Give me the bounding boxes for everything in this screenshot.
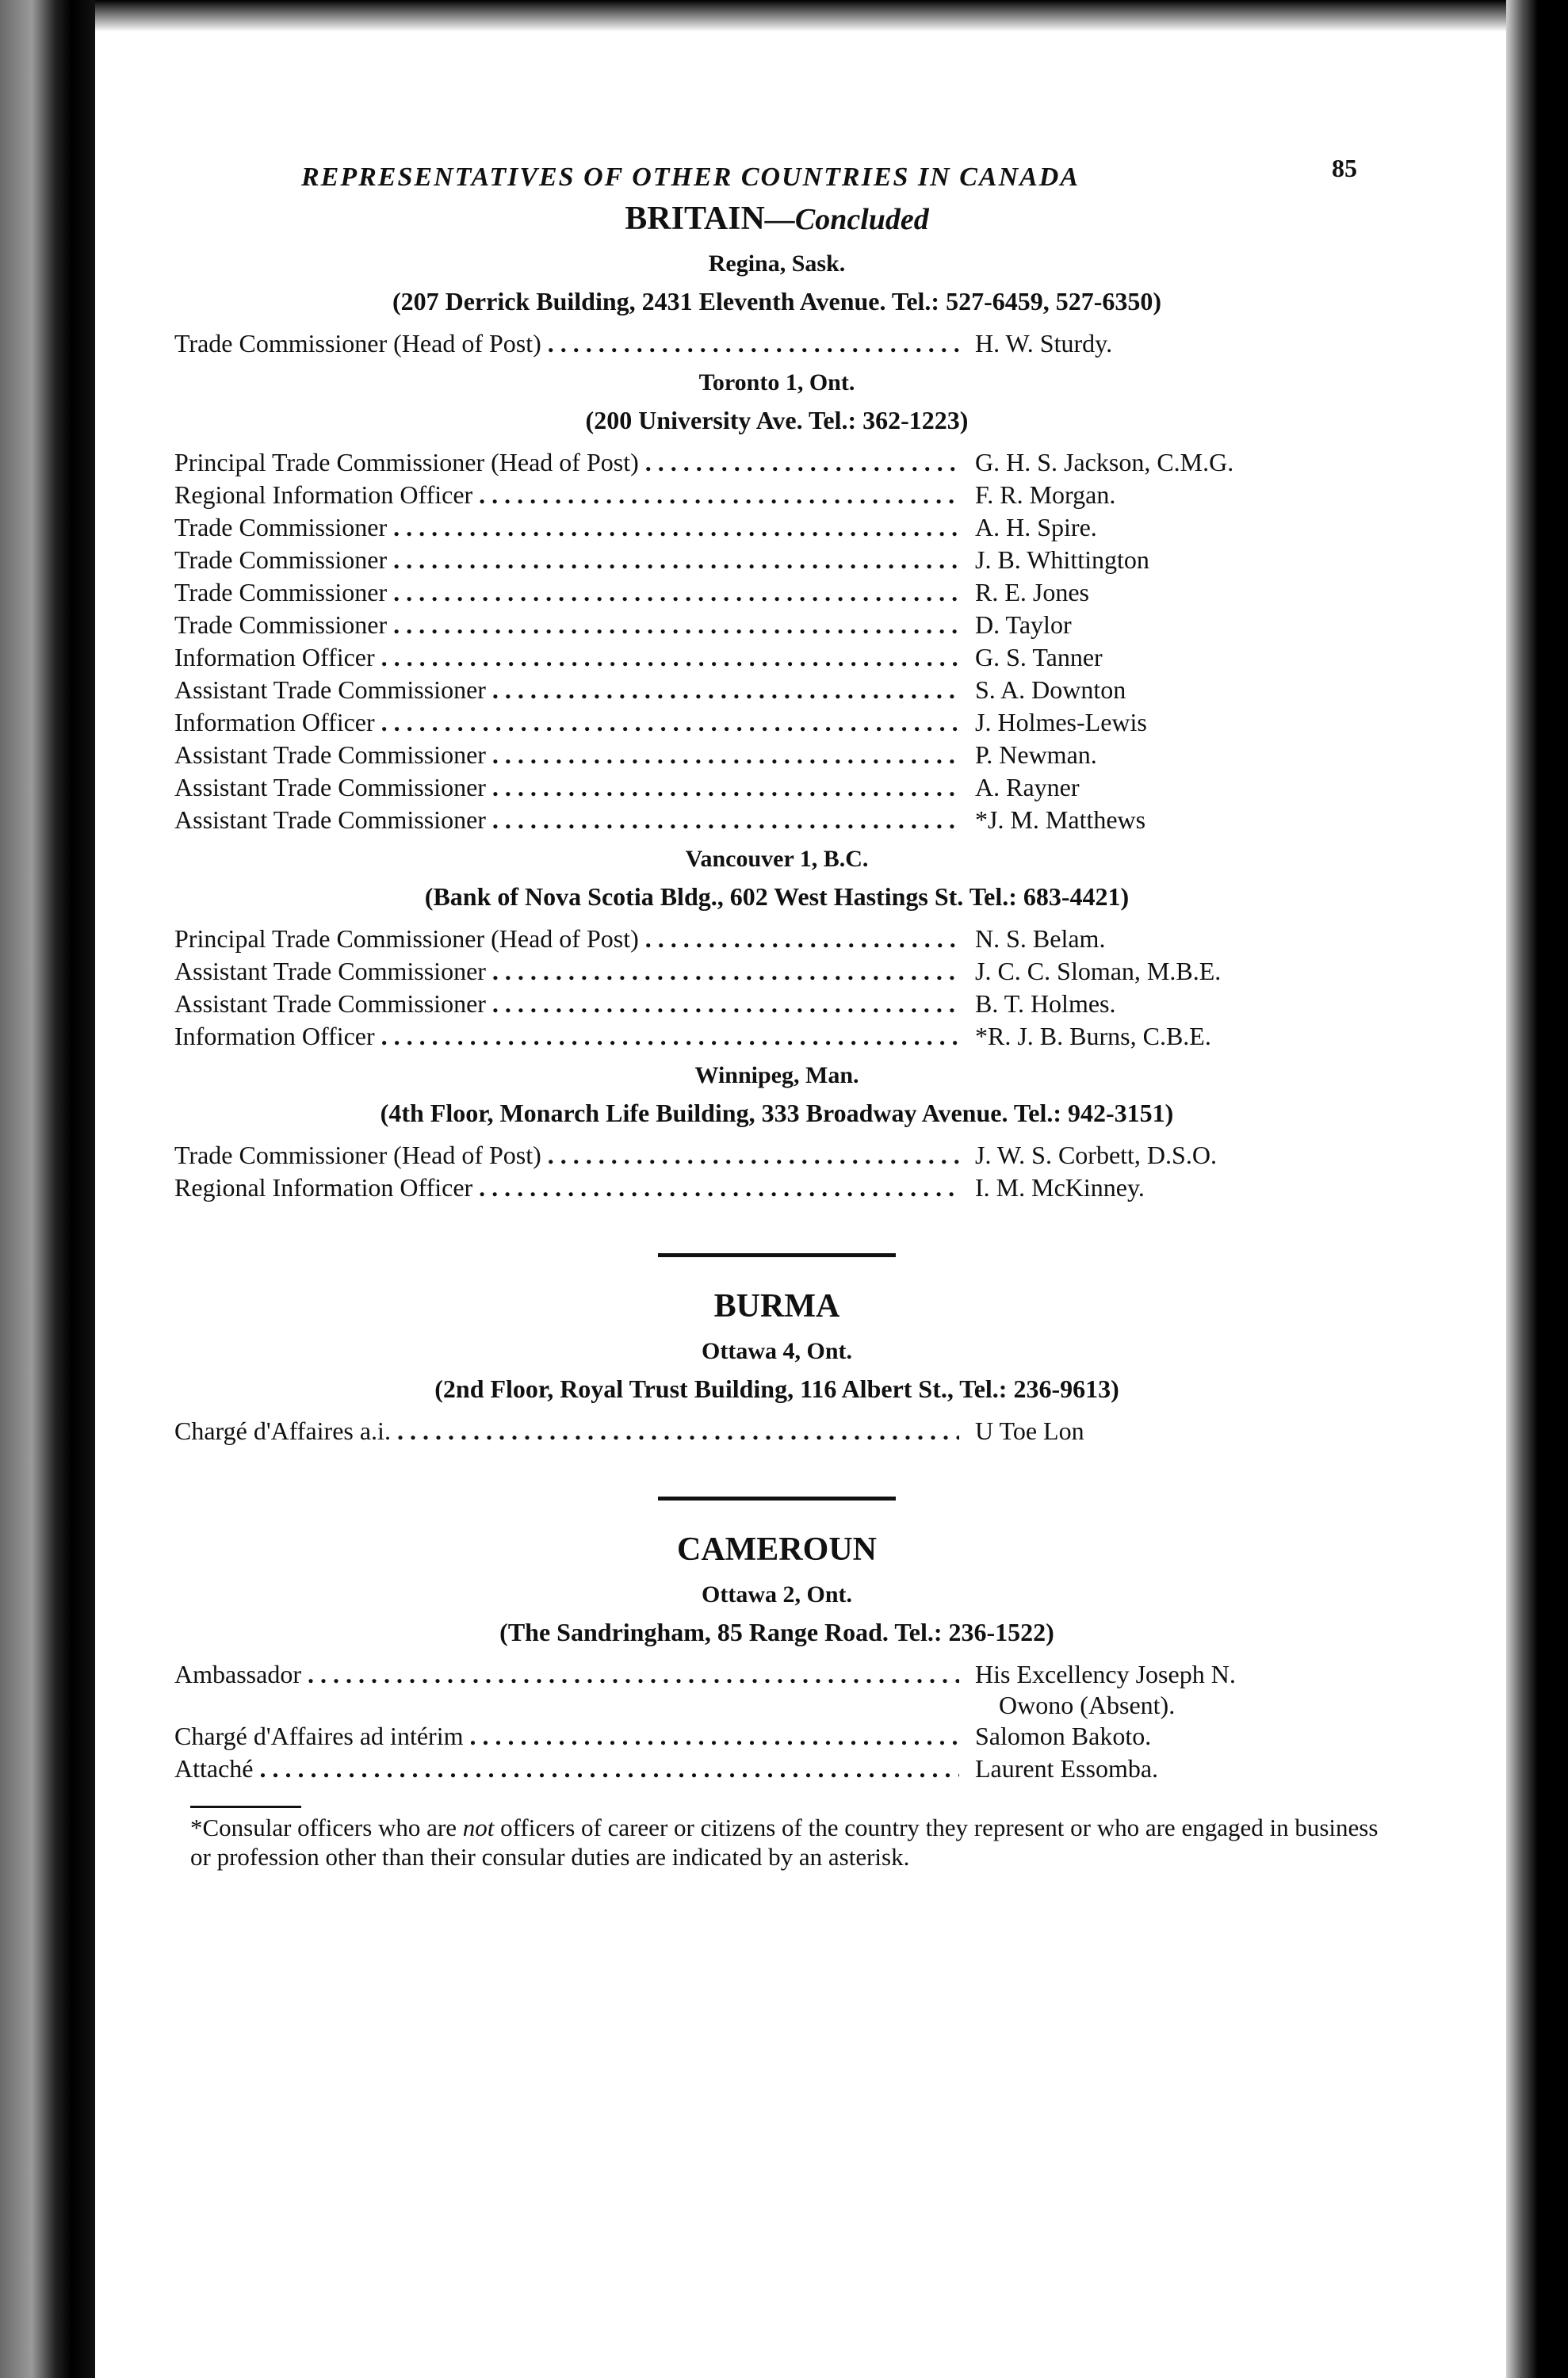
- directory-entry: [174, 479, 1379, 511]
- city-heading: Regina, Sask.: [708, 250, 846, 277]
- footnote-emphasis: not: [462, 1814, 495, 1842]
- entry-name: F. R. Morgan.: [975, 480, 1116, 510]
- entry-name: S. A. Downton: [975, 675, 1126, 705]
- office-address: (Bank of Nova Scotia Bldg., 602 West Hastings St. Tel.: 683-4421): [424, 882, 1130, 912]
- scan-right-edge: [1506, 0, 1568, 2378]
- entry-title: Assistant Trade Commissioner . . .: [174, 771, 959, 804]
- entry-title: Trade Commissioner . . .: [174, 511, 959, 544]
- entry-title: Chargé d'Affaires ad intérim . . .: [174, 1720, 959, 1753]
- directory-entry: [174, 1415, 1379, 1447]
- directory-entry: [174, 955, 1379, 988]
- entry-title: Assistant Trade Commissioner . . .: [174, 955, 959, 988]
- entry-name: Salomon Bakoto.: [975, 1722, 1152, 1751]
- entry-name: U Toe Lon: [975, 1416, 1084, 1446]
- country-heading-cameroun: [159, 1529, 1395, 1572]
- entry-name: N. S. Belam.: [975, 924, 1106, 954]
- footnote-part2: officers of career or citizens of the country they represent or who are engaged in business or profession other than their consular duties are indicated by an asterisk.: [190, 1814, 1379, 1871]
- office-address: (4th Floor, Monarch Life Building, 333 Broadway Avenue. Tel.: 942-3151): [380, 1099, 1174, 1128]
- directory-entry: [174, 771, 1379, 804]
- entry-title: Trade Commissioner . . .: [174, 576, 959, 609]
- entry-name: J. C. C. Sloman, M.B.E.: [975, 957, 1222, 986]
- page-number: 85: [1332, 154, 1357, 182]
- running-header: [159, 143, 1395, 190]
- office-address: (200 University Ave. Tel.: 362-1223): [585, 406, 969, 435]
- entry-name: A. Rayner: [975, 772, 1080, 801]
- office-address: (207 Derrick Building, 2431 Eleventh Avenue. Tel.: 527-6459, 527-6350): [392, 287, 1162, 316]
- directory-entry: [174, 576, 1379, 609]
- entry-name: J. W. S. Corbett, D.S.O.: [975, 1141, 1217, 1170]
- directory-entry: [174, 1720, 1379, 1753]
- entry-name: P. Newman.: [975, 740, 1097, 769]
- country-heading-britain: [159, 198, 1395, 241]
- entry-name: A. H. Spire.: [975, 513, 1097, 542]
- entry-title: Attaché . . .: [174, 1753, 959, 1785]
- scan-top-edge: [95, 0, 1506, 32]
- country-suffix: —Concluded: [764, 203, 929, 236]
- directory-entry: [174, 923, 1379, 955]
- running-title: REPRESENTATIVES OF OTHER COUNTRIES IN CANADA: [301, 162, 1080, 192]
- entry-name: D. Taylor: [975, 610, 1072, 640]
- country-name: BURMA: [713, 1288, 840, 1325]
- country-name: BRITAIN: [625, 201, 765, 237]
- directory-entry: [174, 804, 1379, 836]
- city-heading: Toronto 1, Ont.: [698, 369, 855, 396]
- entry-title: Principal Trade Commissioner (Head of Post) . . .: [174, 923, 959, 955]
- entry-title: Assistant Trade Commissioner . . .: [174, 739, 959, 771]
- directory-entry: [174, 511, 1379, 544]
- entry-name: B. T. Holmes.: [975, 989, 1116, 1019]
- entry-title: Trade Commissioner (Head of Post) . . .: [174, 1139, 959, 1172]
- directory-entry: [174, 1172, 1379, 1204]
- entry-title: Assistant Trade Commissioner . . .: [174, 674, 959, 706]
- directory-entry: [174, 706, 1379, 739]
- city-heading: Ottawa 4, Ont.: [702, 1337, 852, 1364]
- country-name: CAMEROUN: [677, 1531, 877, 1569]
- directory-entry: [174, 609, 1379, 641]
- entry-title: Trade Commissioner . . .: [174, 609, 959, 641]
- document-page: [159, 143, 1395, 1871]
- entry-name: J. B. Whittington: [975, 545, 1149, 575]
- footnote-rule: [190, 1806, 301, 1808]
- entry-name: Laurent Essomba.: [975, 1754, 1159, 1784]
- entry-name: *R. J. B. Burns, C.B.E.: [975, 1022, 1211, 1051]
- directory-entry: [174, 1753, 1379, 1785]
- city-heading: Vancouver 1, B.C.: [685, 845, 869, 872]
- entry-name: J. Holmes-Lewis: [975, 708, 1147, 737]
- entry-title: Ambassador . . .: [174, 1658, 959, 1691]
- entry-title: Information Officer . . .: [174, 706, 959, 739]
- directory-entry: [174, 1139, 1379, 1172]
- scan-left-edge: [0, 0, 95, 2378]
- entry-name: G. H. S. Jackson, C.M.G.: [975, 448, 1234, 477]
- entry-title: Trade Commissioner . . .: [174, 544, 959, 576]
- entry-name: [959, 1659, 1379, 1720]
- city-heading: Ottawa 2, Ont.: [702, 1581, 852, 1608]
- country-heading-burma: [159, 1286, 1395, 1329]
- entry-title: Assistant Trade Commissioner . . .: [174, 988, 959, 1020]
- entry-name: *J. M. Matthews: [975, 805, 1146, 834]
- directory-entry: [174, 446, 1379, 479]
- entry-name: G. S. Tanner: [975, 643, 1103, 672]
- entry-title: Trade Commissioner (Head of Post) . . .: [174, 327, 959, 360]
- directory-entry: [174, 1020, 1379, 1053]
- section-divider: [658, 1497, 896, 1501]
- entry-name: I. M. McKinney.: [975, 1173, 1145, 1202]
- entry-name: R. E. Jones: [975, 578, 1089, 607]
- directory-entry: [174, 1658, 1379, 1720]
- entry-title: Assistant Trade Commissioner . . .: [174, 804, 959, 836]
- entry-title: Regional Information Officer . . .: [174, 1172, 959, 1204]
- entry-title: Principal Trade Commissioner (Head of Post) . . .: [174, 446, 959, 479]
- directory-entry: [174, 739, 1379, 771]
- entry-title: Chargé d'Affaires a.i. . . .: [174, 1415, 959, 1447]
- footnote-part1: *Consular officers who are: [190, 1814, 463, 1842]
- entry-title: Information Officer . . .: [174, 641, 959, 674]
- entry-title: Information Officer . . .: [174, 1020, 959, 1053]
- office-address: (2nd Floor, Royal Trust Building, 116 Albert St., Tel.: 236-9613): [434, 1374, 1119, 1404]
- entry-title: Regional Information Officer . . .: [174, 479, 959, 511]
- city-heading: Winnipeg, Man.: [694, 1061, 859, 1088]
- footnote: [190, 1813, 1387, 1871]
- directory-entry: [174, 641, 1379, 674]
- directory-entry: [174, 327, 1379, 360]
- office-address: (The Sandringham, 85 Range Road. Tel.: 236-1522): [499, 1618, 1054, 1647]
- directory-entry: [174, 988, 1379, 1020]
- directory-entry: [174, 674, 1379, 706]
- entry-name: H. W. Sturdy.: [975, 329, 1113, 358]
- directory-entry: [174, 544, 1379, 576]
- entry-name-line2: Owono (Absent).: [999, 1690, 1176, 1719]
- entry-name-line1: His Excellency Joseph N.: [975, 1660, 1236, 1689]
- section-divider: [658, 1253, 896, 1257]
